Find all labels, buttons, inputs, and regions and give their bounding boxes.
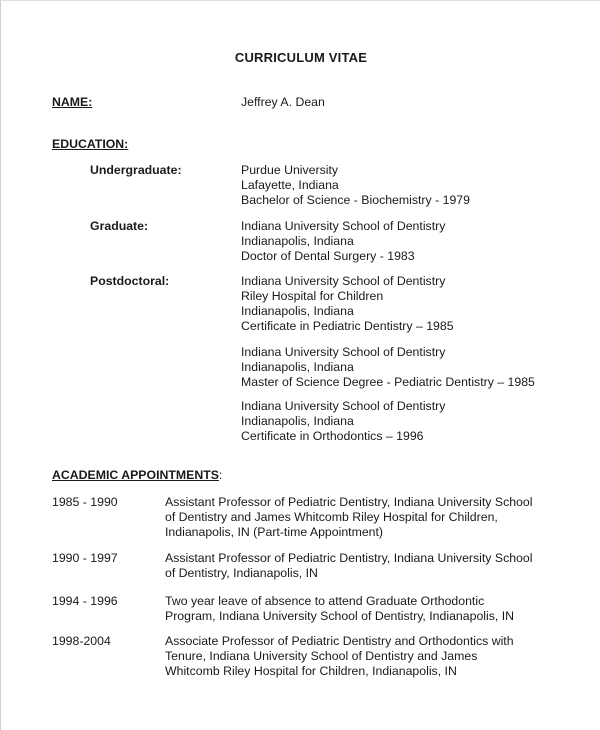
postdoctoral-label: Postdoctoral: — [90, 274, 170, 288]
undergraduate-line: Lafayette, Indiana — [241, 178, 339, 192]
appointment-years: 1985 - 1990 — [52, 495, 118, 509]
postdoctoral-line: Master of Science Degree - Pediatric Dentistry – 1985 — [241, 375, 535, 389]
postdoctoral-line: Indianapolis, Indiana — [241, 360, 354, 374]
document-title: CURRICULUM VITAE — [234, 50, 368, 65]
appointments-heading — [52, 468, 222, 483]
undergraduate-details — [241, 163, 470, 208]
appointments-heading-colon: : — [218, 468, 223, 482]
appointment-line: Whitcomb Riley Hospital for Children, Indianapolis, IN — [165, 664, 457, 678]
postdoctoral-entry — [241, 345, 535, 390]
appointment-line: Assistant Professor of Pediatric Dentistry, Indiana University School — [165, 495, 533, 509]
appointment-description — [165, 594, 514, 624]
appointment-description — [165, 634, 514, 679]
postdoctoral-line: Certificate in Orthodontics – 1996 — [241, 429, 424, 443]
education-heading: EDUCATION: — [52, 137, 129, 151]
postdoctoral-line: Indianapolis, Indiana — [241, 414, 354, 428]
name-heading: NAME: — [52, 95, 93, 109]
appointment-line: Tenure, Indiana University School of Dentistry and James — [165, 649, 478, 663]
graduate-line: Doctor of Dental Surgery - 1983 — [241, 249, 415, 263]
appointment-line: Associate Professor of Pediatric Dentistry and Orthodontics with — [165, 634, 514, 648]
postdoctoral-line: Riley Hospital for Children — [241, 289, 384, 303]
appointments-heading-label: ACADEMIC APPOINTMENTS — [52, 468, 219, 482]
graduate-line: Indianapolis, Indiana — [241, 234, 354, 248]
postdoctoral-line: Certificate in Pediatric Dentistry – 1985 — [241, 319, 454, 333]
appointment-description — [165, 495, 532, 540]
postdoctoral-line: Indiana University School of Dentistry — [241, 399, 446, 413]
appointment-years: 1998-2004 — [52, 634, 111, 648]
appointment-line: Assistant Professor of Pediatric Dentistry, Indiana University School — [165, 551, 533, 565]
undergraduate-line: Bachelor of Science - Biochemistry - 1979 — [241, 193, 470, 207]
graduate-label: Graduate: — [90, 219, 149, 233]
name-value: Jeffrey A. Dean — [241, 95, 325, 109]
postdoctoral-line: Indianapolis, Indiana — [241, 304, 354, 318]
postdoctoral-entry — [241, 274, 454, 334]
postdoctoral-line: Indiana University School of Dentistry — [241, 274, 446, 288]
appointment-line: of Dentistry, Indianapolis, IN — [165, 566, 318, 580]
appointment-years: 1990 - 1997 — [52, 551, 118, 565]
appointment-line: Program, Indiana University School of Dentistry, Indianapolis, IN — [165, 609, 515, 623]
undergraduate-line: Purdue University — [241, 163, 339, 177]
graduate-details — [241, 219, 445, 264]
graduate-line: Indiana University School of Dentistry — [241, 219, 446, 233]
appointment-line: Indianapolis, IN (Part-time Appointment) — [165, 525, 384, 539]
appointment-line: Two year leave of absence to attend Graduate Orthodontic — [165, 594, 485, 608]
appointment-line: of Dentistry and James Whitcomb Riley Hospital for Children, — [165, 510, 498, 524]
undergraduate-label: Undergraduate: — [90, 163, 182, 177]
appointment-description — [165, 551, 532, 581]
postdoctoral-line: Indiana University School of Dentistry — [241, 345, 446, 359]
appointment-years: 1994 - 1996 — [52, 594, 118, 608]
postdoctoral-entry — [241, 399, 445, 444]
